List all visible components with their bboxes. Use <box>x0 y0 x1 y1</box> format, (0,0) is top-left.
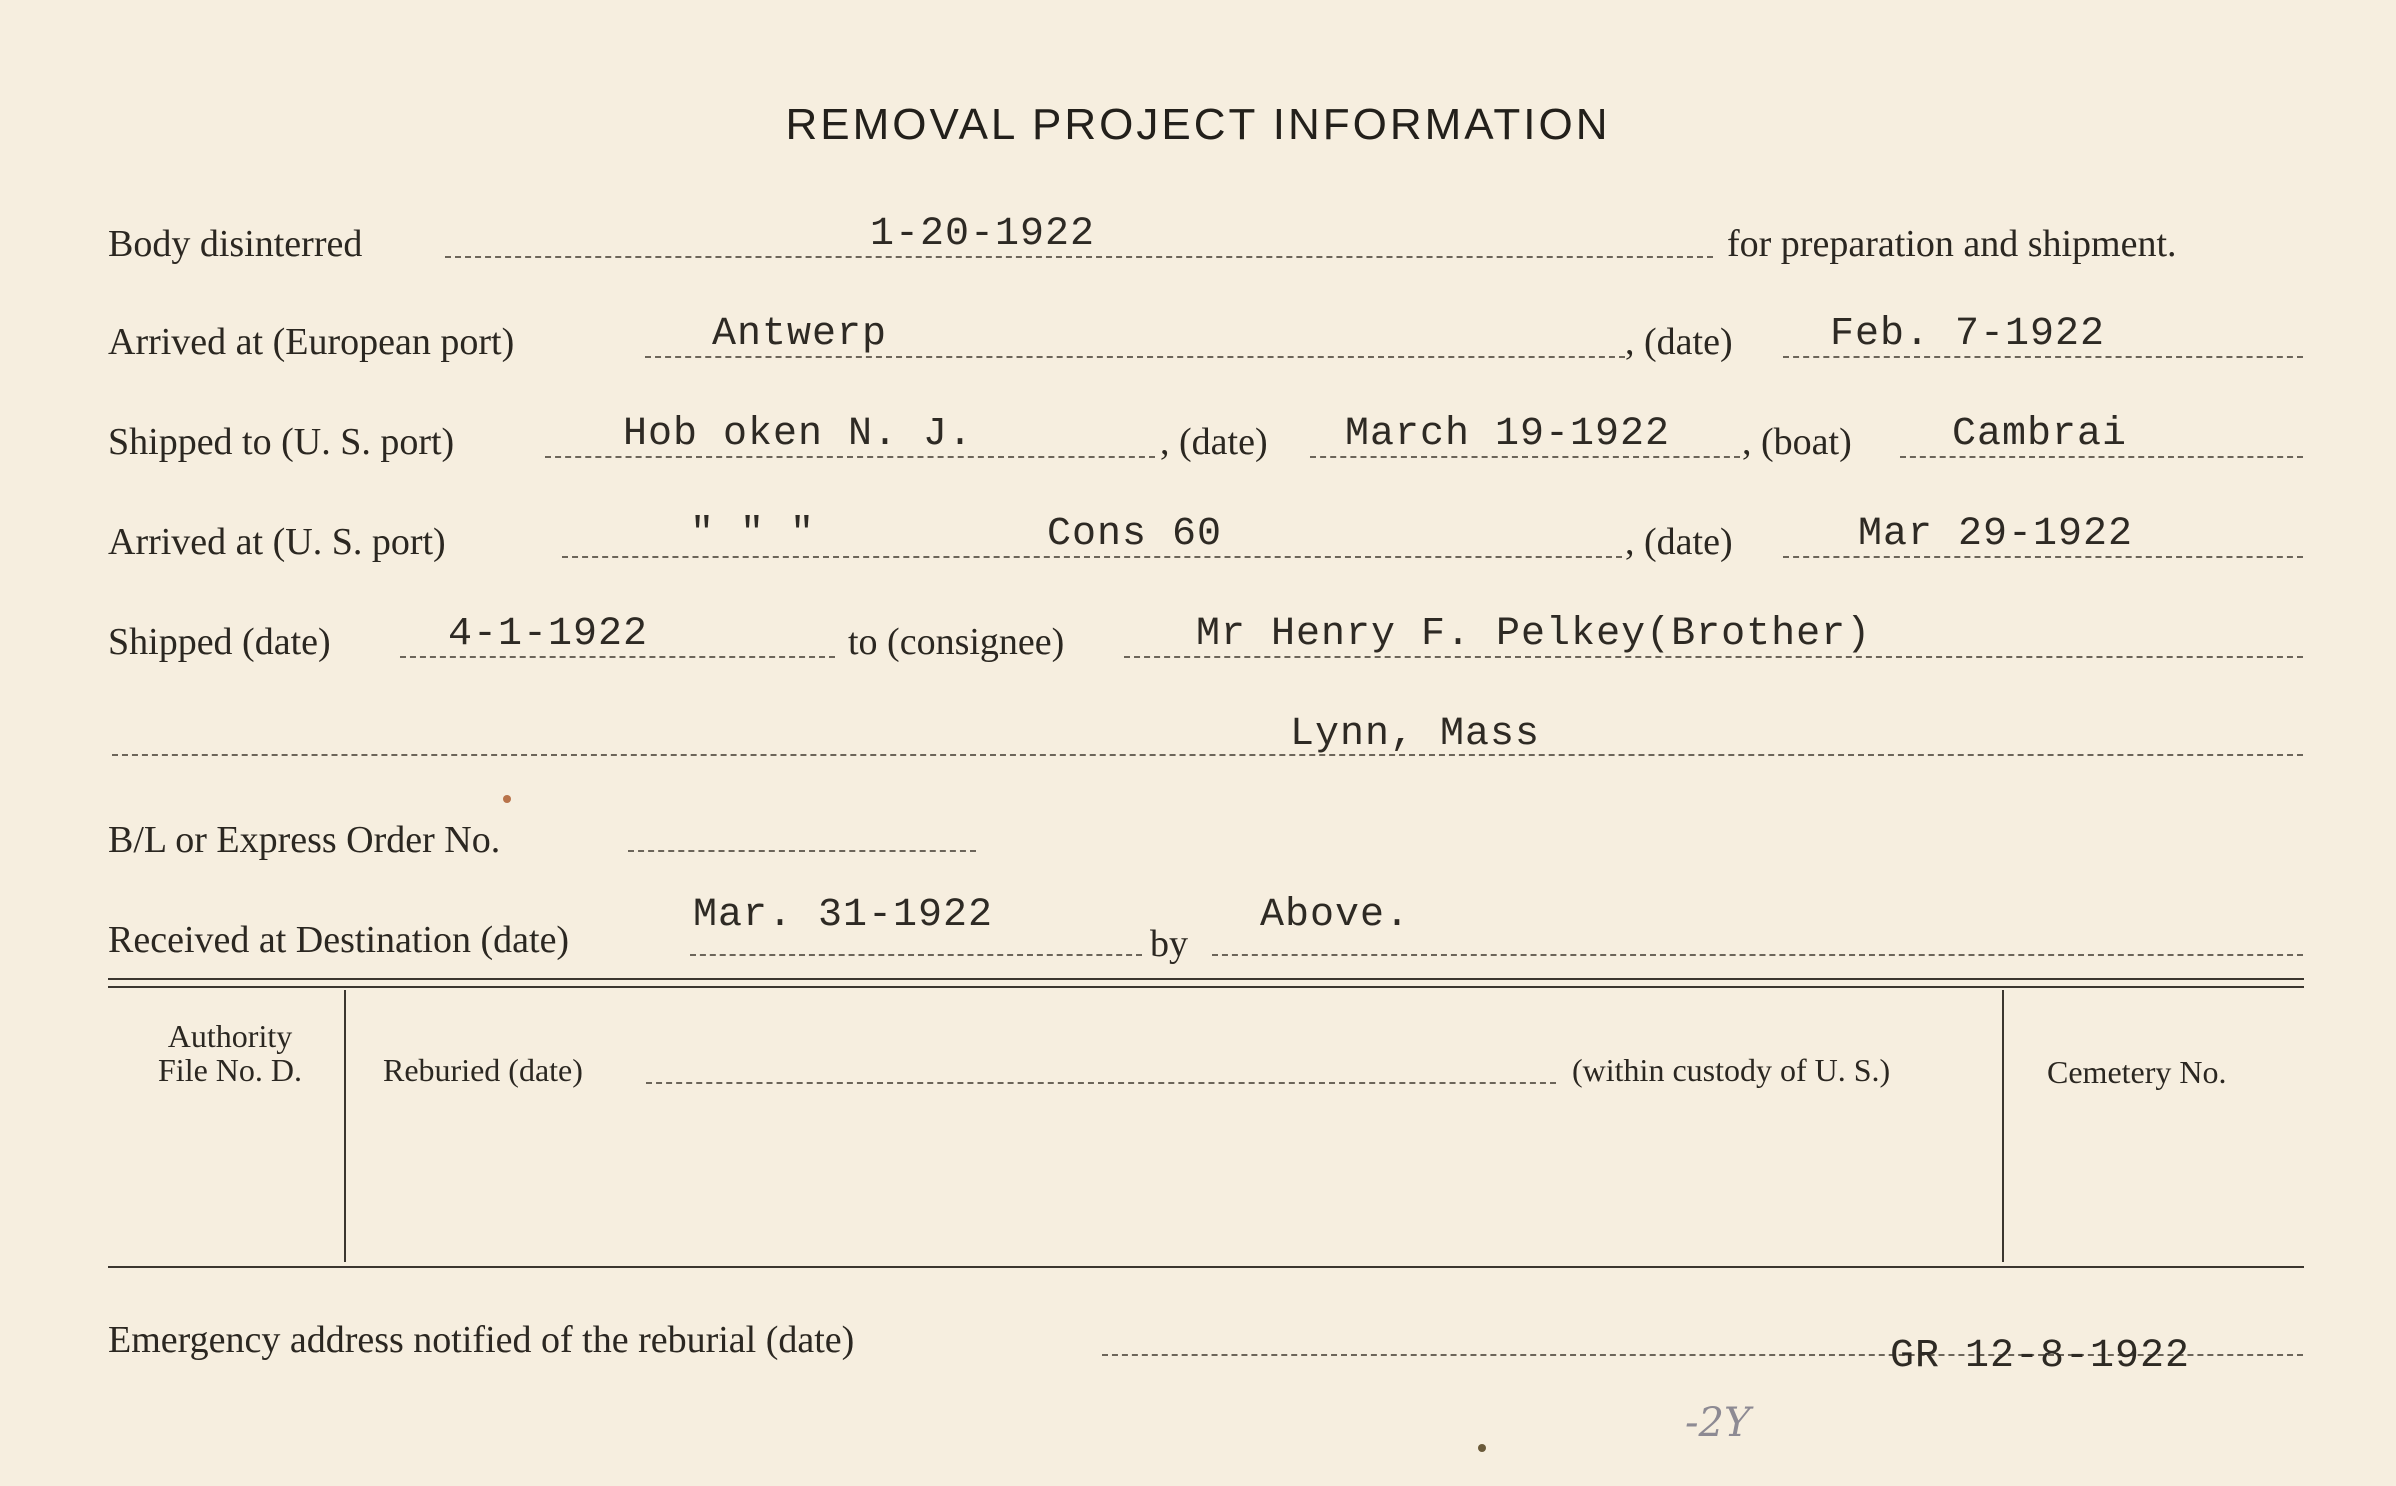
custody-label: (within custody of U. S.) <box>1572 1052 1891 1088</box>
disinterred-suffix: for preparation and shipment. <box>1727 223 2177 265</box>
pencil-mark: -2Y <box>1685 1400 1751 1446</box>
reburied-line <box>646 1082 1556 1084</box>
box-divider-right <box>2002 990 2004 1262</box>
arrived-us-ditto: " " " <box>690 512 816 557</box>
box-divider-left <box>344 990 346 1262</box>
page-title: REMOVAL PROJECT INFORMATION <box>785 100 1611 149</box>
consignee-value: Mr Henry F. Pelkey(Brother) <box>1196 612 1872 657</box>
received-label: Received at Destination (date) <box>108 919 570 961</box>
double-rule-top <box>108 978 2304 980</box>
stray-mark <box>1478 1444 1486 1452</box>
arrived-europe-port: Antwerp <box>712 312 888 357</box>
arrived-us-label: Arrived at (U. S. port) <box>108 521 446 563</box>
emergency-value: GR 12-8-1922 <box>1890 1334 2191 1379</box>
shipped-us-label: Shipped to (U. S. port) <box>108 421 455 463</box>
disinterred-label: Body disinterred <box>108 223 363 265</box>
arrived-europe-date-label: , (date) <box>1625 321 1733 363</box>
disinterred-value: 1-20-1922 <box>870 212 1096 257</box>
address-line <box>112 754 2303 756</box>
cemetery-label: Cemetery No. <box>2047 1054 2227 1090</box>
shipped-us-port: Hob oken N. J. <box>623 412 974 457</box>
consignee-label: to (consignee) <box>848 621 1065 663</box>
stray-mark <box>503 795 511 803</box>
received-by-label: by <box>1150 923 1188 965</box>
box-bottom-rule <box>108 1266 2304 1268</box>
bl-label: B/L or Express Order No. <box>108 819 501 861</box>
arrived-europe-label: Arrived at (European port) <box>108 321 515 363</box>
shipped-us-boat-label: , (boat) <box>1742 421 1852 463</box>
arrived-europe-date: Feb. 7-1922 <box>1830 312 2106 357</box>
received-by: Above. <box>1260 893 1411 938</box>
shipped-label: Shipped (date) <box>108 621 331 663</box>
shipped-us-boat: Cambrai <box>1952 412 2128 457</box>
arrived-us-port: Cons 60 <box>1047 512 1223 557</box>
consignee-address: Lynn, Mass <box>1290 712 1541 757</box>
bl-line <box>628 850 976 852</box>
arrived-us-date: Mar 29-1922 <box>1858 512 2134 557</box>
received-date: Mar. 31-1922 <box>693 893 994 938</box>
reburied-label: Reburied (date) <box>383 1052 583 1088</box>
received-by-line <box>1212 954 2303 956</box>
arrived-us-date-label: , (date) <box>1625 521 1733 563</box>
double-rule-bottom <box>108 986 2304 988</box>
shipped-us-date-label: , (date) <box>1160 421 1268 463</box>
file-label: File No. D. <box>158 1052 302 1088</box>
authority-label: Authority <box>167 1018 293 1054</box>
shipped-us-date: March 19-1922 <box>1345 412 1671 457</box>
emergency-label: Emergency address notified of the reburial (date) <box>108 1319 855 1361</box>
received-date-line <box>690 954 1142 956</box>
shipped-date: 4-1-1922 <box>448 612 649 657</box>
